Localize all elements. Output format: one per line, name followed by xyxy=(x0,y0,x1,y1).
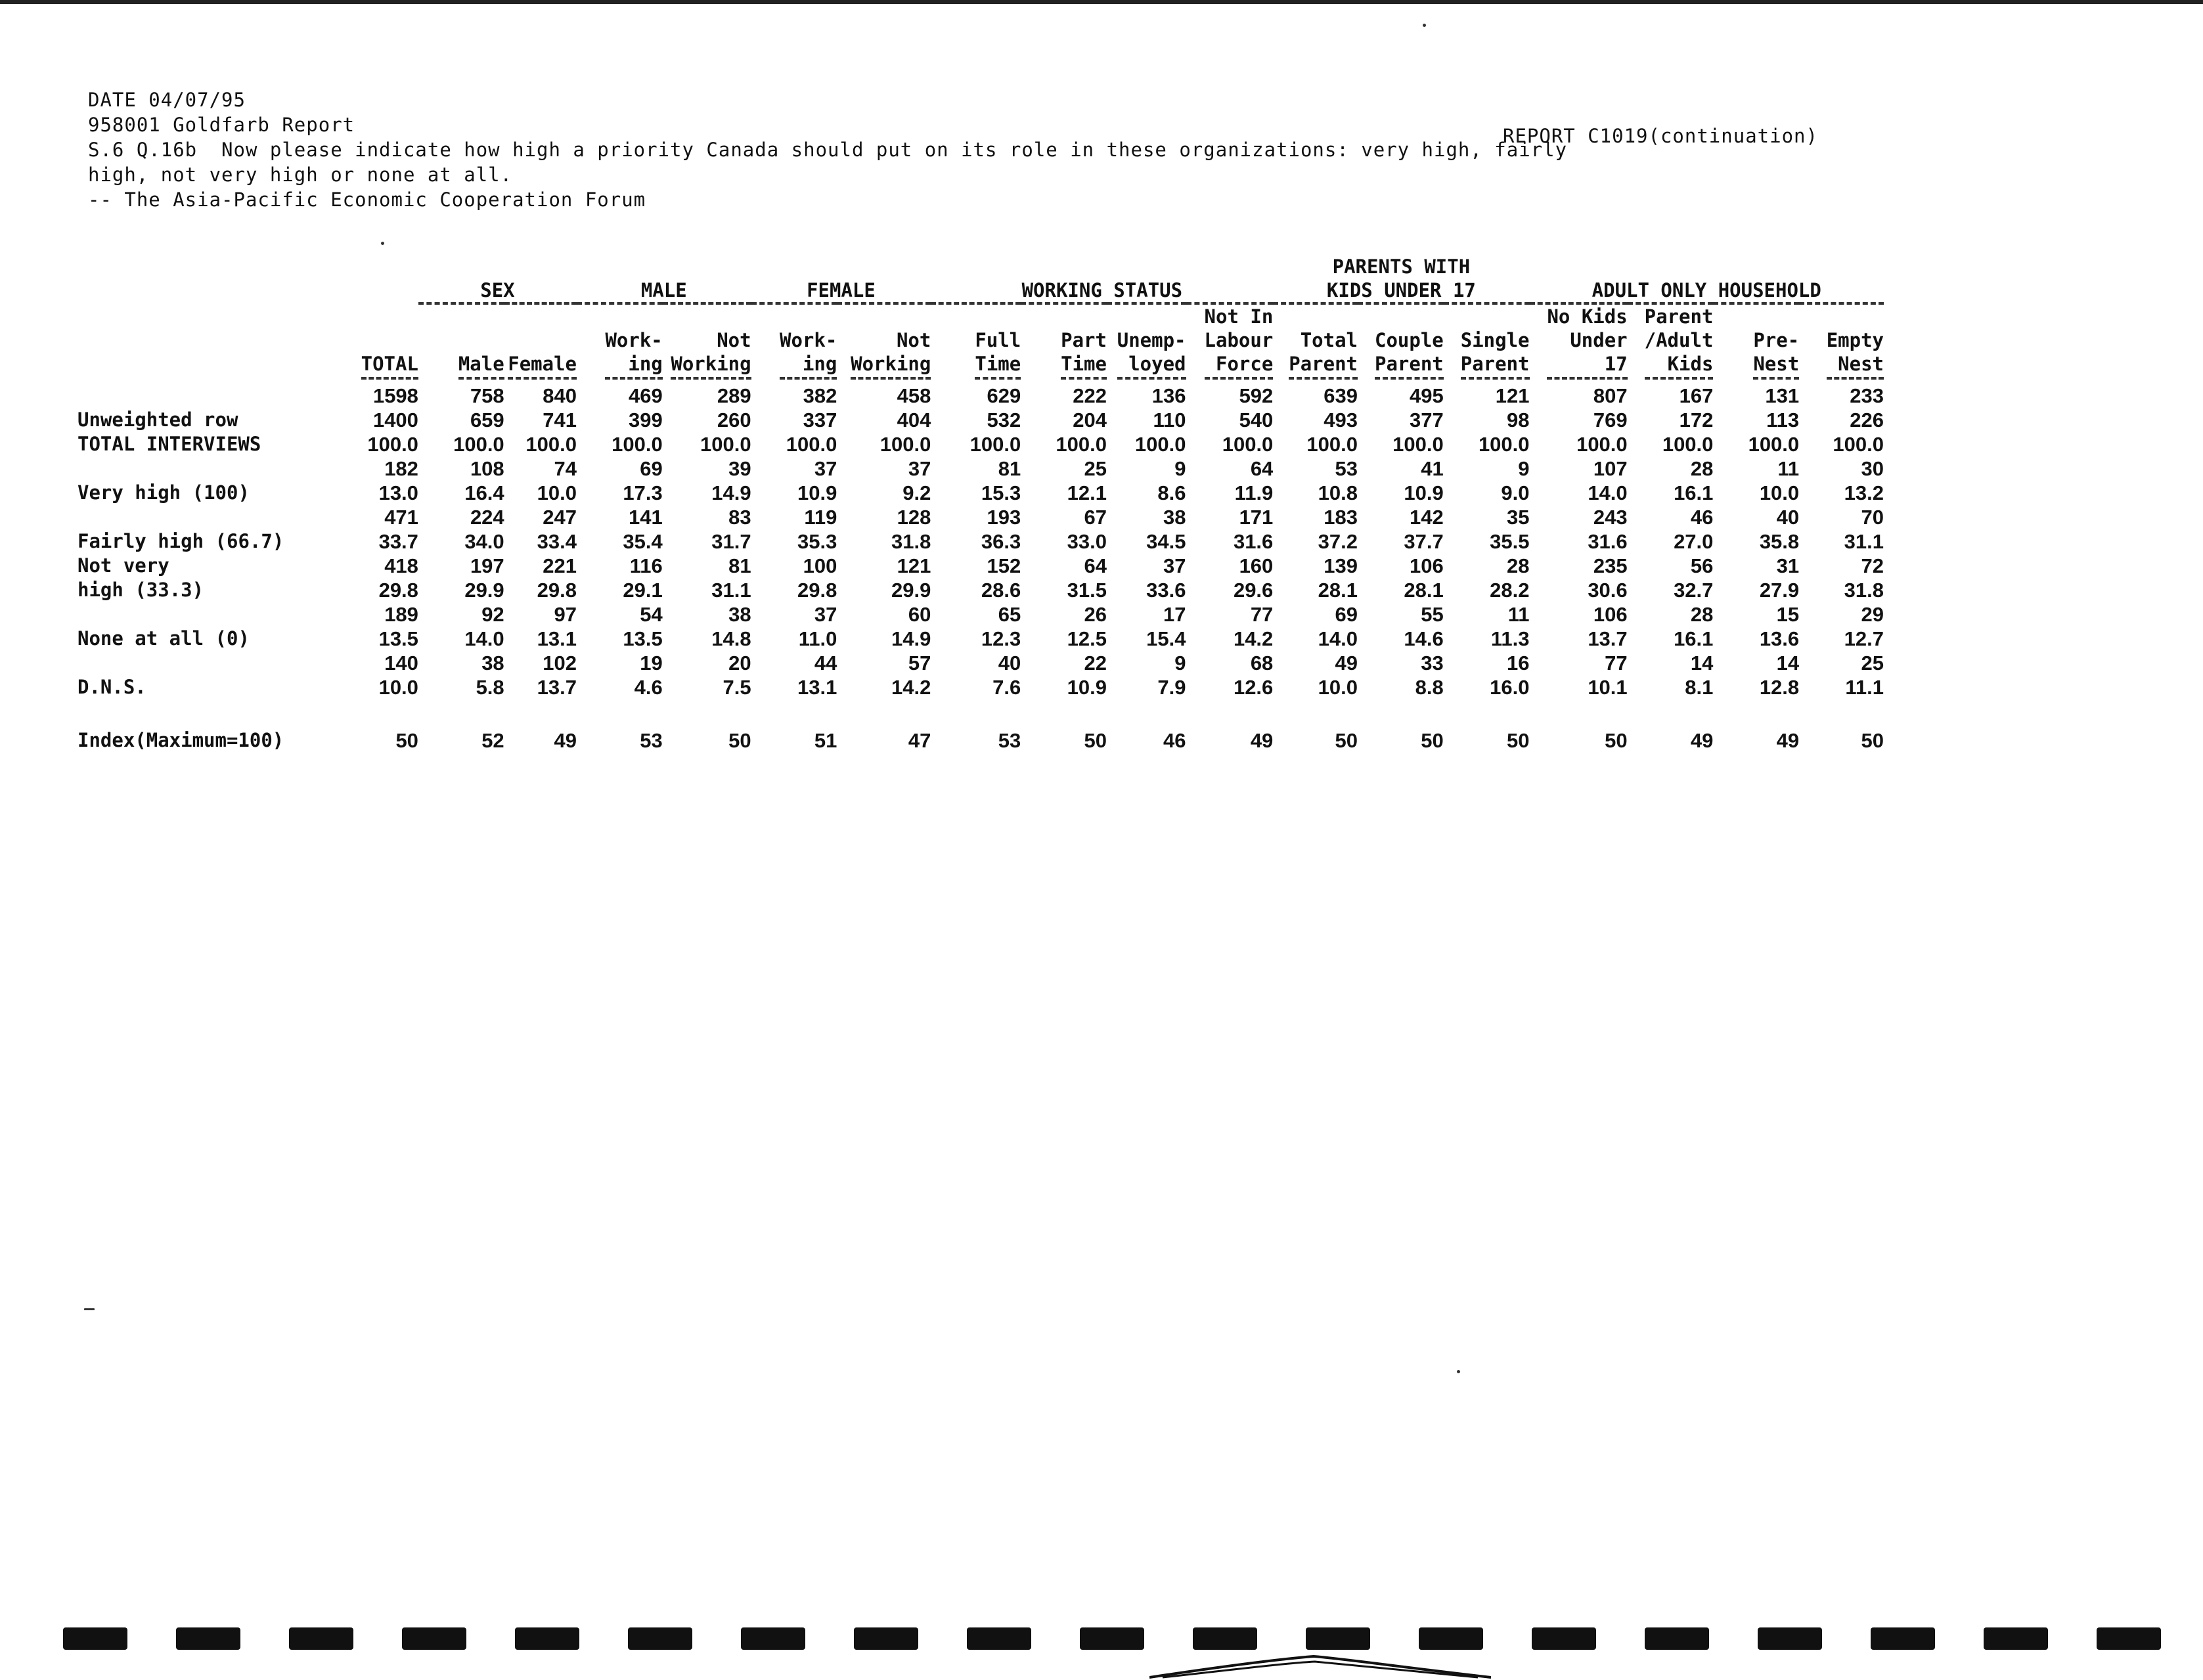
column-header-label: Unemp- loyed xyxy=(1117,328,1186,380)
header-corner xyxy=(78,303,339,380)
table-cell: 49 xyxy=(554,729,577,752)
column-header-label: Part Time xyxy=(1061,328,1107,380)
column-header-label: Work- ing xyxy=(780,328,837,380)
question-line-2: high, not very high or none at all. xyxy=(88,164,513,186)
table-cell: 1598 1400 100.0 xyxy=(367,384,418,456)
table-cell: 119 35.3 xyxy=(797,506,837,553)
table-cell: 9 9.0 xyxy=(1501,457,1530,504)
column-header-label: Single Parent xyxy=(1461,328,1530,380)
table-row xyxy=(78,554,1884,602)
report-name: 958001 Goldfarb Report xyxy=(88,114,355,136)
column-header-label: TOTAL xyxy=(361,352,418,380)
group-header: WORKING STATUS xyxy=(931,231,1273,303)
table-cell: 50 xyxy=(1861,729,1884,752)
group-header: FEMALE xyxy=(751,231,931,303)
table-cell: 222 204 100.0 xyxy=(1056,384,1107,456)
table-cell: 37 33.6 xyxy=(1146,554,1186,602)
table-cell: 69 14.0 xyxy=(1318,603,1358,650)
timing-mark xyxy=(1758,1627,1822,1650)
scan-speck xyxy=(1423,24,1426,27)
table-cell: 11 11.3 xyxy=(1490,603,1530,650)
table-row xyxy=(78,651,1884,699)
table-cell: 46 xyxy=(1163,729,1186,752)
table-cell: 92 14.0 xyxy=(464,603,504,650)
table-cell: 49 xyxy=(1690,729,1714,752)
column-header-label: Full Time xyxy=(975,328,1021,380)
table-cell: 136 110 100.0 xyxy=(1134,384,1186,456)
table-row xyxy=(78,602,1884,651)
table-cell: 106 13.7 xyxy=(1588,603,1628,650)
table-cell: 28 16.1 xyxy=(1674,603,1714,650)
table-cell: 167 172 100.0 xyxy=(1662,384,1714,456)
table-cell: 11 10.0 xyxy=(1759,457,1800,504)
column-header xyxy=(1021,303,1107,380)
report-id: REPORT C1019(continuation) xyxy=(1503,125,1818,147)
table-cell: 77 10.1 xyxy=(1588,652,1628,699)
table-cell: 233 226 100.0 xyxy=(1833,384,1884,456)
table-cell: 67 33.0 xyxy=(1067,506,1107,553)
group-header: SEX xyxy=(418,231,577,303)
row-label-text: None at all xyxy=(78,627,204,650)
column-header-label: Total Parent xyxy=(1289,328,1358,380)
table-cell: 139 28.1 xyxy=(1318,554,1358,602)
table-cell: 108 16.4 xyxy=(464,457,504,504)
column-header-label: Pre- Nest xyxy=(1753,328,1799,380)
timing-mark xyxy=(176,1627,240,1650)
table-cell: 289 260 100.0 xyxy=(700,384,751,456)
table-row xyxy=(78,380,1884,456)
table-cell: 471 33.7 xyxy=(378,506,418,553)
table-cell: 50 xyxy=(1084,729,1107,752)
group-header-row xyxy=(78,231,1884,303)
scan-speck xyxy=(84,1308,95,1310)
table-cell: 77 14.2 xyxy=(1233,603,1274,650)
timing-mark xyxy=(1080,1627,1144,1650)
column-header xyxy=(837,303,931,380)
table-cell: 14 8.1 xyxy=(1685,652,1714,699)
table-cell: 469 399 100.0 xyxy=(612,384,663,456)
column-header-label: Couple Parent xyxy=(1375,328,1444,380)
column-header-label: Female xyxy=(508,352,577,380)
table-cell: 64 31.5 xyxy=(1067,554,1107,602)
table-cell: 50 xyxy=(728,729,751,752)
table-cell: 495 377 100.0 xyxy=(1392,384,1444,456)
column-header-row xyxy=(78,303,1884,380)
table-cell: 182 13.0 xyxy=(378,457,418,504)
column-header-label: Empty Nest xyxy=(1827,328,1884,380)
row-label-text: Very high xyxy=(78,481,181,504)
table-cell: 37 9.2 xyxy=(902,457,931,504)
table-cell: 224 34.0 xyxy=(464,506,504,553)
table-cell: 26 12.5 xyxy=(1067,603,1107,650)
table-cell: 47 xyxy=(908,729,931,752)
timing-mark xyxy=(1645,1627,1709,1650)
column-header xyxy=(339,303,418,380)
table-cell: 247 33.4 xyxy=(537,506,577,553)
timing-mark xyxy=(628,1627,692,1650)
timing-mark xyxy=(515,1627,579,1650)
table-cell: 44 13.1 xyxy=(797,652,837,699)
table-cell: 639 493 100.0 xyxy=(1306,384,1358,456)
column-header xyxy=(504,303,577,380)
table-cell: 102 13.7 xyxy=(537,652,577,699)
table-cell: 28 16.1 xyxy=(1674,457,1714,504)
column-header xyxy=(1186,303,1274,380)
timing-mark xyxy=(402,1627,466,1650)
column-header-label: Male xyxy=(458,352,504,380)
table-row xyxy=(78,699,1884,753)
table-cell: 55 14.6 xyxy=(1404,603,1444,650)
group-header: PARENTS WITH KIDS UNDER 17 xyxy=(1273,231,1529,303)
table-cell: 50 xyxy=(1605,729,1628,752)
table-cell: 171 31.6 xyxy=(1233,506,1274,553)
column-header xyxy=(418,303,504,380)
timing-mark xyxy=(63,1627,127,1650)
row-label xyxy=(78,456,339,505)
table-cell: 152 28.6 xyxy=(981,554,1021,602)
row-label xyxy=(78,602,339,651)
table-cell: 142 37.7 xyxy=(1404,506,1444,553)
table-cell: 40 7.6 xyxy=(992,652,1021,699)
table-cell: 38 34.5 xyxy=(1146,506,1186,553)
crosstab-table xyxy=(78,231,1884,753)
table-cell: 39 14.9 xyxy=(711,457,751,504)
timing-mark xyxy=(1532,1627,1596,1650)
table-cell: 121 98 100.0 xyxy=(1478,384,1530,456)
row-label-text: Not very high xyxy=(78,554,169,601)
table-cell: 17 15.4 xyxy=(1146,603,1186,650)
table-cell: 68 12.6 xyxy=(1233,652,1274,699)
row-score-code: (100) xyxy=(192,481,250,504)
table-cell: 121 29.9 xyxy=(891,554,931,602)
table-cell: 141 35.4 xyxy=(623,506,663,553)
table-cell: 100 29.8 xyxy=(797,554,837,602)
table-cell: 25 12.1 xyxy=(1067,457,1107,504)
table-row xyxy=(78,456,1884,505)
table-cell: 65 12.3 xyxy=(981,603,1021,650)
column-header xyxy=(751,303,837,380)
row-score-code: (66.7) xyxy=(215,530,284,552)
table-cell: 235 30.6 xyxy=(1588,554,1628,602)
table-cell: 758 659 100.0 xyxy=(453,384,504,456)
timing-mark xyxy=(289,1627,353,1650)
table-cell: 382 337 100.0 xyxy=(786,384,837,456)
table-cell: 131 113 100.0 xyxy=(1748,384,1800,456)
table-cell: 38 5.8 xyxy=(476,652,504,699)
table-cell: 51 xyxy=(814,729,837,752)
table-cell: 53 xyxy=(998,729,1021,752)
scan-top-edge xyxy=(0,0,2203,4)
table-cell: 629 532 100.0 xyxy=(969,384,1021,456)
table-cell: 807 769 100.0 xyxy=(1576,384,1628,456)
table-cell: 53 xyxy=(640,729,663,752)
table-cell: 197 29.9 xyxy=(464,554,504,602)
table-cell: 56 32.7 xyxy=(1674,554,1714,602)
table-cell: 49 xyxy=(1776,729,1800,752)
column-header xyxy=(577,303,663,380)
table-cell: 50 xyxy=(395,729,418,752)
column-header xyxy=(1107,303,1186,380)
timing-mark xyxy=(854,1627,918,1650)
table-cell: 41 10.9 xyxy=(1404,457,1444,504)
table-cell: 840 741 100.0 xyxy=(525,384,577,456)
column-header-label: Not Working xyxy=(851,328,931,380)
table-cell: 33 8.8 xyxy=(1415,652,1444,699)
timing-mark xyxy=(2097,1627,2161,1650)
table-cell: 35 35.5 xyxy=(1490,506,1530,553)
question-line-1: S.6 Q.16b Now please indicate how high a priority Canada should put on its role in these organizations: very high, fairly xyxy=(88,139,1568,161)
table-cell: 70 31.1 xyxy=(1844,506,1884,553)
table-cell: 83 31.7 xyxy=(711,506,751,553)
table-cell: 28 28.2 xyxy=(1490,554,1530,602)
column-header-label: Parent /Adult Kids xyxy=(1645,305,1714,380)
column-header-label: Not In Labour Force xyxy=(1205,305,1274,380)
row-score-code: (0) xyxy=(215,627,250,650)
table-cell: 15 13.6 xyxy=(1759,603,1800,650)
row-label xyxy=(78,554,339,602)
group-header: MALE xyxy=(577,231,751,303)
table-cell: 53 10.8 xyxy=(1318,457,1358,504)
scan-artifact xyxy=(1149,1639,1491,1679)
table-cell: 19 4.6 xyxy=(634,652,663,699)
column-header-label: No Kids Under 17 xyxy=(1547,305,1627,380)
table-cell: 20 7.5 xyxy=(723,652,751,699)
row-label xyxy=(78,380,339,456)
table-cell: 9 8.6 xyxy=(1157,457,1186,504)
table-cell: 72 31.8 xyxy=(1844,554,1884,602)
column-header xyxy=(1799,303,1884,380)
column-header xyxy=(1358,303,1444,380)
scan-speck xyxy=(1457,1370,1460,1373)
timing-marks xyxy=(0,1627,2203,1654)
table-cell: 418 29.8 xyxy=(378,554,418,602)
column-header xyxy=(1444,303,1530,380)
table-cell: 97 13.1 xyxy=(537,603,577,650)
table-cell: 40 35.8 xyxy=(1759,506,1800,553)
column-header xyxy=(663,303,751,380)
column-header xyxy=(1628,303,1714,380)
row-label-text: Index(Maximum=100) xyxy=(78,729,284,751)
table-cell: 221 29.8 xyxy=(537,554,577,602)
row-label xyxy=(78,505,339,554)
row-label-text: D.N.S. xyxy=(78,676,146,698)
table-cell: 116 29.1 xyxy=(623,554,663,602)
timing-mark xyxy=(741,1627,805,1650)
table-cell: 37 10.9 xyxy=(797,457,837,504)
table-cell: 16 16.0 xyxy=(1490,652,1530,699)
row-label-text: Unweighted row TOTAL INTERVIEWS xyxy=(78,409,261,455)
row-label-text: Fairly high xyxy=(78,530,204,552)
column-header xyxy=(1713,303,1799,380)
table-cell: 50 xyxy=(1335,729,1358,752)
table-cell: 14 12.8 xyxy=(1759,652,1800,699)
table-cell: 49 10.0 xyxy=(1318,652,1358,699)
timing-mark xyxy=(1984,1627,2048,1650)
table-cell: 57 14.2 xyxy=(891,652,931,699)
table-cell: 9 7.9 xyxy=(1157,652,1186,699)
table-cell: 38 14.8 xyxy=(711,603,751,650)
table-cell: 25 11.1 xyxy=(1845,652,1884,699)
row-score-code: (33.3) xyxy=(135,579,204,601)
table-cell: 107 14.0 xyxy=(1588,457,1628,504)
group-header xyxy=(78,231,418,303)
table-cell: 74 10.0 xyxy=(537,457,577,504)
table-cell: 49 xyxy=(1250,729,1274,752)
table-cell: 160 29.6 xyxy=(1233,554,1274,602)
table-cell: 81 31.1 xyxy=(711,554,751,602)
table-cell: 189 13.5 xyxy=(378,603,418,650)
table-row xyxy=(78,505,1884,554)
table-cell: 458 404 100.0 xyxy=(879,384,931,456)
group-header: ADULT ONLY HOUSEHOLD xyxy=(1530,231,1884,303)
table-cell: 29 12.7 xyxy=(1844,603,1884,650)
row-label xyxy=(78,699,339,753)
column-header xyxy=(931,303,1021,380)
table-cell: 46 27.0 xyxy=(1674,506,1714,553)
column-header xyxy=(1530,303,1628,380)
table-cell: 69 17.3 xyxy=(623,457,663,504)
row-label xyxy=(78,651,339,699)
table-cell: 31 27.9 xyxy=(1759,554,1800,602)
table-cell: 592 540 100.0 xyxy=(1222,384,1274,456)
table-cell: 106 28.1 xyxy=(1404,554,1444,602)
scan-speck xyxy=(381,242,384,245)
table-cell: 50 xyxy=(1421,729,1444,752)
table-cell: 243 31.6 xyxy=(1588,506,1628,553)
table-cell: 64 11.9 xyxy=(1234,457,1274,504)
table-cell: 81 15.3 xyxy=(981,457,1021,504)
column-header-label: Work- ing xyxy=(605,328,662,380)
table-cell: 50 xyxy=(1507,729,1530,752)
table-cell: 60 14.9 xyxy=(891,603,931,650)
table-cell: 193 36.3 xyxy=(981,506,1021,553)
table-cell: 22 10.9 xyxy=(1067,652,1107,699)
table-cell: 37 11.0 xyxy=(798,603,837,650)
table-cell: 183 37.2 xyxy=(1318,506,1358,553)
column-header-label: Not Working xyxy=(671,328,751,380)
table-cell: 52 xyxy=(481,729,504,752)
table-cell: 54 13.5 xyxy=(623,603,663,650)
timing-mark xyxy=(1871,1627,1935,1650)
topic-line: -- The Asia-Pacific Economic Cooperation Forum xyxy=(88,188,646,211)
table-cell: 140 10.0 xyxy=(378,652,418,699)
table-cell: 128 31.8 xyxy=(891,506,931,553)
date-line: DATE 04/07/95 xyxy=(88,89,246,111)
column-header xyxy=(1273,303,1358,380)
timing-mark xyxy=(967,1627,1031,1650)
table-cell: 30 13.2 xyxy=(1844,457,1884,504)
